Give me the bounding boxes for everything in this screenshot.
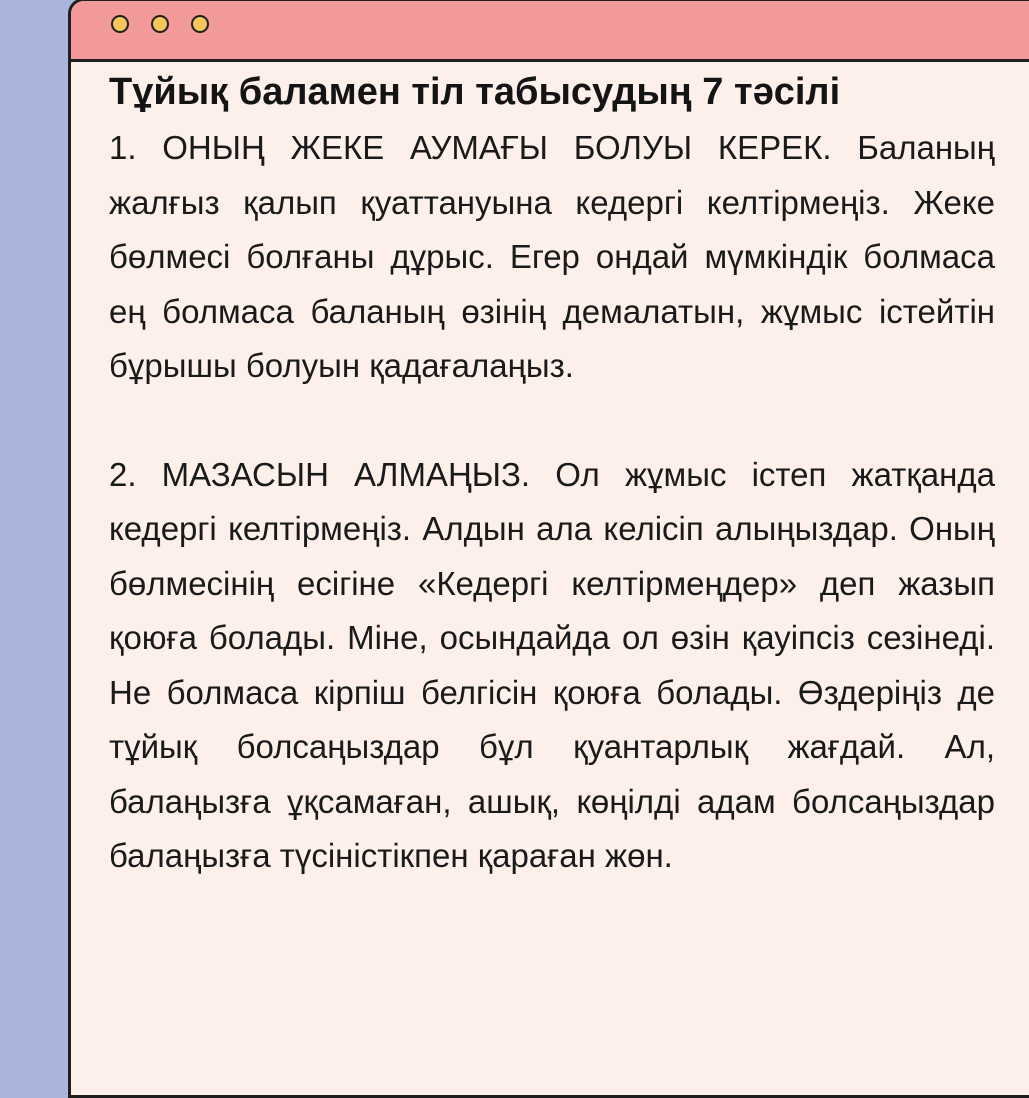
app-window [68,0,1029,1098]
paragraph-1: 1. ОНЫҢ ЖЕКЕ АУМАҒЫ БОЛУЫ КЕРЕК. Баланың жалғыз қалып қуаттануына кедергі келтірмеңіз. Жеке бөлмесі болғаны дұрыс. Егер ондай мүмкіндік болмаса ең болмаса баланың өзінің демалатын, жұмыс істейтін бұрышы болуын қадағалаңыз. [109,129,995,384]
minimize-dot-icon[interactable] [151,15,169,33]
paragraph-2: 2. МАЗАСЫН АЛМАҢЫЗ. Ол жұмыс істеп жатқанда кедергі келтірмеңіз. Алдын ала келісіп алыңыздар. Оның бөлмесінің есігіне «Кедергі келтірмеңдер» деп жазып қоюға болады. Міне, осындайда ол өзін қауіпсіз сезінеді. Не болмаса кірпіш белгісін қоюға болады. Өздеріңіз де тұйық болсаңыздар бұл қуантарлық жағдай. Ал, балаңызға ұқсамаған, ашық, көңілді адам болсаңыздар балаңызға түсіністікпен қараған жөн. [109,455,995,874]
close-dot-icon[interactable] [111,15,129,33]
window-titlebar [71,1,1029,62]
maximize-dot-icon[interactable] [191,15,209,33]
article-title: Тұйық баламен тіл табысудың 7 тәсілі [109,71,841,113]
article-content [109,63,995,884]
